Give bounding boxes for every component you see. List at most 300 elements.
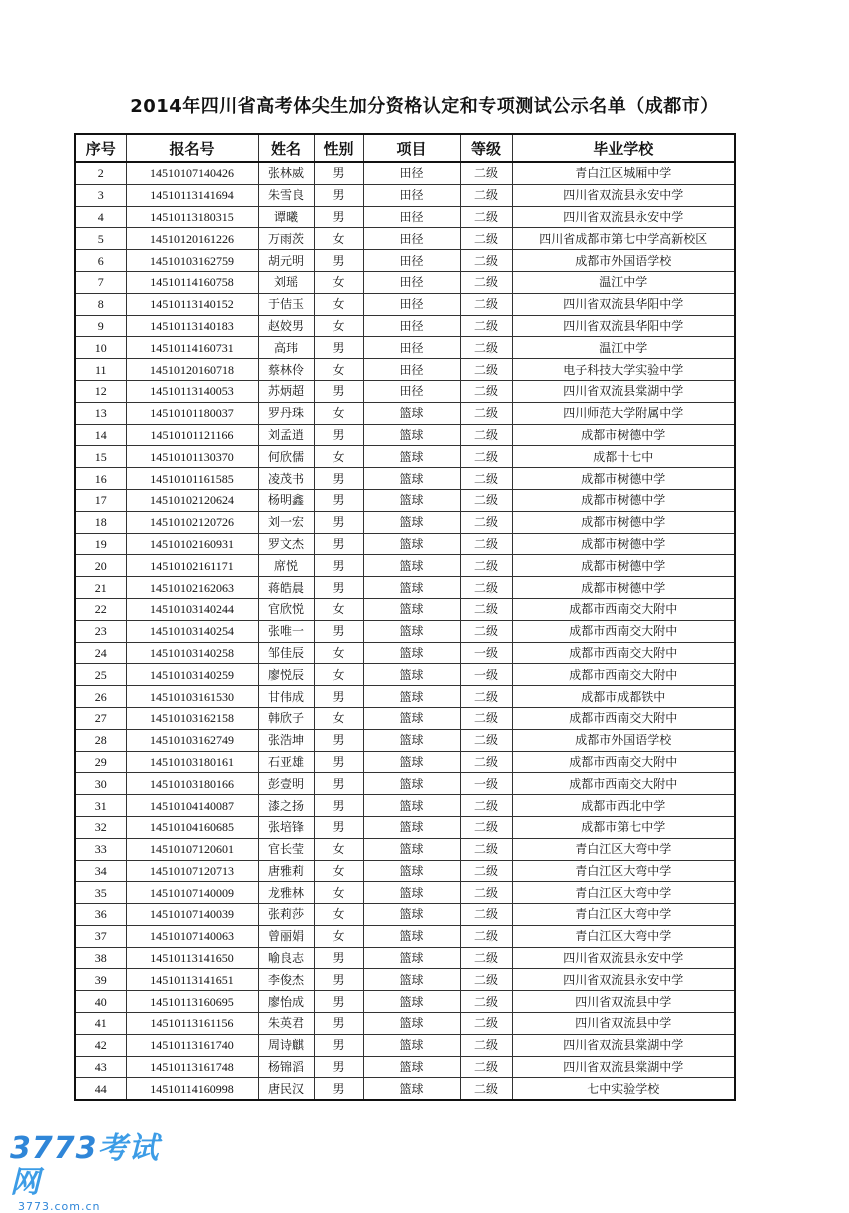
cell-school: 温江中学 xyxy=(512,271,735,293)
cell-level: 二级 xyxy=(460,838,512,860)
header-gender: 性别 xyxy=(314,134,363,162)
cell-name: 罗文杰 xyxy=(258,533,314,555)
cell-gender: 女 xyxy=(314,359,363,381)
cell-school: 成都市成都铁中 xyxy=(512,686,735,708)
cell-reg: 14510120160718 xyxy=(126,359,258,381)
cell-level: 二级 xyxy=(460,271,512,293)
cell-school: 成都市西南交大附中 xyxy=(512,620,735,642)
cell-school: 成都市西南交大附中 xyxy=(512,664,735,686)
cell-seq: 4 xyxy=(75,206,126,228)
cell-seq: 18 xyxy=(75,511,126,533)
cell-gender: 男 xyxy=(314,468,363,490)
cell-level: 二级 xyxy=(460,424,512,446)
cell-gender: 男 xyxy=(314,1056,363,1078)
cell-reg: 14510102120726 xyxy=(126,511,258,533)
cell-name: 谭曦 xyxy=(258,206,314,228)
cell-reg: 14510101121166 xyxy=(126,424,258,446)
cell-level: 二级 xyxy=(460,489,512,511)
cell-name: 廖怡成 xyxy=(258,991,314,1013)
cell-name: 曾丽娟 xyxy=(258,925,314,947)
cell-level: 二级 xyxy=(460,380,512,402)
cell-event: 篮球 xyxy=(363,707,460,729)
cell-level: 二级 xyxy=(460,925,512,947)
cell-level: 二级 xyxy=(460,969,512,991)
cell-reg: 14510114160758 xyxy=(126,271,258,293)
cell-seq: 5 xyxy=(75,228,126,250)
cell-level: 二级 xyxy=(460,1078,512,1100)
cell-gender: 男 xyxy=(314,533,363,555)
table-row xyxy=(75,904,735,926)
cell-reg: 14510107120601 xyxy=(126,838,258,860)
cell-event: 篮球 xyxy=(363,1034,460,1056)
cell-reg: 14510113160695 xyxy=(126,991,258,1013)
cell-school: 成都市西南交大附中 xyxy=(512,598,735,620)
cell-name: 高玮 xyxy=(258,337,314,359)
cell-school: 四川省双流县永安中学 xyxy=(512,184,735,206)
cell-name: 张林威 xyxy=(258,162,314,184)
logo-url: 3773.com.cn xyxy=(18,1200,101,1213)
cell-event: 田径 xyxy=(363,359,460,381)
header-school: 毕业学校 xyxy=(512,134,735,162)
cell-school: 四川省双流县永安中学 xyxy=(512,969,735,991)
cell-event: 篮球 xyxy=(363,511,460,533)
cell-seq: 17 xyxy=(75,489,126,511)
header-seq: 序号 xyxy=(75,134,126,162)
cell-name: 官长莹 xyxy=(258,838,314,860)
cell-event: 篮球 xyxy=(363,838,460,860)
table-row xyxy=(75,511,735,533)
cell-name: 蔡林伶 xyxy=(258,359,314,381)
cell-school: 七中实验学校 xyxy=(512,1078,735,1100)
cell-seq: 38 xyxy=(75,947,126,969)
cell-reg: 14510103140244 xyxy=(126,598,258,620)
table-row xyxy=(75,795,735,817)
table-row xyxy=(75,271,735,293)
table-row xyxy=(75,555,735,577)
cell-school: 四川省双流县棠湖中学 xyxy=(512,380,735,402)
cell-reg: 14510114160998 xyxy=(126,1078,258,1100)
table-row xyxy=(75,1056,735,1078)
cell-seq: 36 xyxy=(75,904,126,926)
table-row xyxy=(75,468,735,490)
cell-seq: 43 xyxy=(75,1056,126,1078)
cell-event: 篮球 xyxy=(363,991,460,1013)
cell-gender: 男 xyxy=(314,816,363,838)
cell-school: 成都市树德中学 xyxy=(512,489,735,511)
cell-seq: 7 xyxy=(75,271,126,293)
cell-event: 篮球 xyxy=(363,860,460,882)
cell-event: 篮球 xyxy=(363,468,460,490)
table-row xyxy=(75,206,735,228)
table-row xyxy=(75,664,735,686)
cell-level: 二级 xyxy=(460,162,512,184)
table-row xyxy=(75,947,735,969)
cell-reg: 14510107120713 xyxy=(126,860,258,882)
cell-seq: 14 xyxy=(75,424,126,446)
cell-reg: 14510113141651 xyxy=(126,969,258,991)
cell-reg: 14510101130370 xyxy=(126,446,258,468)
table-row xyxy=(75,598,735,620)
cell-name: 万雨茨 xyxy=(258,228,314,250)
cell-level: 二级 xyxy=(460,555,512,577)
cell-event: 篮球 xyxy=(363,598,460,620)
cell-reg: 14510107140426 xyxy=(126,162,258,184)
cell-seq: 34 xyxy=(75,860,126,882)
cell-level: 二级 xyxy=(460,1013,512,1035)
cell-school: 四川省双流县永安中学 xyxy=(512,947,735,969)
cell-event: 田径 xyxy=(363,271,460,293)
cell-level: 二级 xyxy=(460,1034,512,1056)
cell-name: 邹佳辰 xyxy=(258,642,314,664)
cell-seq: 2 xyxy=(75,162,126,184)
table-row xyxy=(75,228,735,250)
table-row xyxy=(75,838,735,860)
cell-reg: 14510107140039 xyxy=(126,904,258,926)
cell-name: 喻良志 xyxy=(258,947,314,969)
cell-school: 青白江区大弯中学 xyxy=(512,904,735,926)
cell-event: 篮球 xyxy=(363,751,460,773)
header-reg: 报名号 xyxy=(126,134,258,162)
cell-name: 张唯一 xyxy=(258,620,314,642)
cell-gender: 男 xyxy=(314,555,363,577)
cell-level: 二级 xyxy=(460,598,512,620)
table-row xyxy=(75,337,735,359)
cell-event: 篮球 xyxy=(363,925,460,947)
cell-gender: 女 xyxy=(314,642,363,664)
cell-event: 田径 xyxy=(363,228,460,250)
cell-gender: 男 xyxy=(314,1078,363,1100)
cell-event: 篮球 xyxy=(363,664,460,686)
cell-seq: 13 xyxy=(75,402,126,424)
cell-level: 二级 xyxy=(460,860,512,882)
table-row xyxy=(75,1034,735,1056)
cell-gender: 女 xyxy=(314,860,363,882)
cell-reg: 14510114160731 xyxy=(126,337,258,359)
cell-seq: 16 xyxy=(75,468,126,490)
cell-name: 廖悦辰 xyxy=(258,664,314,686)
cell-level: 二级 xyxy=(460,359,512,381)
cell-gender: 男 xyxy=(314,773,363,795)
cell-seq: 6 xyxy=(75,250,126,272)
cell-name: 李俊杰 xyxy=(258,969,314,991)
cell-gender: 男 xyxy=(314,162,363,184)
table-row xyxy=(75,424,735,446)
cell-seq: 28 xyxy=(75,729,126,751)
cell-event: 篮球 xyxy=(363,424,460,446)
header-level: 等级 xyxy=(460,134,512,162)
cell-event: 田径 xyxy=(363,250,460,272)
cell-reg: 14510113180315 xyxy=(126,206,258,228)
cell-gender: 女 xyxy=(314,925,363,947)
cell-seq: 11 xyxy=(75,359,126,381)
cell-gender: 男 xyxy=(314,729,363,751)
cell-reg: 14510107140063 xyxy=(126,925,258,947)
cell-level: 二级 xyxy=(460,620,512,642)
cell-name: 席悦 xyxy=(258,555,314,577)
cell-event: 篮球 xyxy=(363,969,460,991)
cell-seq: 39 xyxy=(75,969,126,991)
cell-seq: 33 xyxy=(75,838,126,860)
cell-gender: 男 xyxy=(314,620,363,642)
cell-event: 田径 xyxy=(363,206,460,228)
cell-seq: 37 xyxy=(75,925,126,947)
cell-reg: 14510113140152 xyxy=(126,293,258,315)
cell-seq: 30 xyxy=(75,773,126,795)
cell-school: 成都市树德中学 xyxy=(512,468,735,490)
cell-level: 二级 xyxy=(460,816,512,838)
cell-school: 成都市树德中学 xyxy=(512,424,735,446)
cell-reg: 14510102162063 xyxy=(126,577,258,599)
cell-level: 二级 xyxy=(460,402,512,424)
table-row xyxy=(75,969,735,991)
cell-level: 二级 xyxy=(460,228,512,250)
cell-gender: 男 xyxy=(314,1034,363,1056)
cell-gender: 女 xyxy=(314,838,363,860)
cell-school: 青白江区大弯中学 xyxy=(512,882,735,904)
cell-reg: 14510104160685 xyxy=(126,816,258,838)
cell-reg: 14510103140259 xyxy=(126,664,258,686)
cell-seq: 25 xyxy=(75,664,126,686)
cell-name: 龙雅林 xyxy=(258,882,314,904)
cell-reg: 14510102120624 xyxy=(126,489,258,511)
cell-school: 成都市树德中学 xyxy=(512,577,735,599)
cell-school: 青白江区大弯中学 xyxy=(512,925,735,947)
table-row xyxy=(75,577,735,599)
cell-level: 二级 xyxy=(460,293,512,315)
cell-gender: 女 xyxy=(314,664,363,686)
table-row xyxy=(75,1078,735,1100)
cell-level: 二级 xyxy=(460,250,512,272)
cell-event: 田径 xyxy=(363,380,460,402)
cell-event: 篮球 xyxy=(363,947,460,969)
cell-seq: 3 xyxy=(75,184,126,206)
cell-event: 篮球 xyxy=(363,882,460,904)
table-row xyxy=(75,162,735,184)
cell-gender: 男 xyxy=(314,947,363,969)
table-row xyxy=(75,1013,735,1035)
cell-event: 篮球 xyxy=(363,729,460,751)
cell-reg: 14510113141694 xyxy=(126,184,258,206)
cell-seq: 12 xyxy=(75,380,126,402)
cell-level: 二级 xyxy=(460,991,512,1013)
cell-reg: 14510103162749 xyxy=(126,729,258,751)
cell-reg: 14510120161226 xyxy=(126,228,258,250)
cell-seq: 19 xyxy=(75,533,126,555)
cell-seq: 32 xyxy=(75,816,126,838)
table-row xyxy=(75,642,735,664)
cell-name: 杨锦滔 xyxy=(258,1056,314,1078)
cell-school: 温江中学 xyxy=(512,337,735,359)
table-row xyxy=(75,446,735,468)
cell-name: 唐民汉 xyxy=(258,1078,314,1100)
cell-level: 一级 xyxy=(460,773,512,795)
roster-table xyxy=(74,133,736,1101)
cell-level: 二级 xyxy=(460,904,512,926)
cell-seq: 21 xyxy=(75,577,126,599)
cell-name: 苏炳超 xyxy=(258,380,314,402)
table-row xyxy=(75,686,735,708)
table-row xyxy=(75,380,735,402)
cell-level: 二级 xyxy=(460,468,512,490)
cell-level: 二级 xyxy=(460,751,512,773)
cell-seq: 31 xyxy=(75,795,126,817)
cell-level: 二级 xyxy=(460,533,512,555)
cell-event: 田径 xyxy=(363,315,460,337)
cell-gender: 男 xyxy=(314,184,363,206)
cell-seq: 15 xyxy=(75,446,126,468)
table-row xyxy=(75,751,735,773)
logo-number: 3773 xyxy=(10,1131,98,1166)
cell-seq: 10 xyxy=(75,337,126,359)
cell-level: 二级 xyxy=(460,947,512,969)
cell-event: 篮球 xyxy=(363,816,460,838)
cell-school: 青白江区大弯中学 xyxy=(512,838,735,860)
cell-gender: 男 xyxy=(314,511,363,533)
table-row xyxy=(75,882,735,904)
table-row xyxy=(75,729,735,751)
cell-gender: 男 xyxy=(314,424,363,446)
cell-level: 二级 xyxy=(460,446,512,468)
cell-reg: 14510104140087 xyxy=(126,795,258,817)
cell-reg: 14510107140009 xyxy=(126,882,258,904)
cell-school: 成都市西南交大附中 xyxy=(512,751,735,773)
cell-name: 彭壹明 xyxy=(258,773,314,795)
cell-school: 成都市西南交大附中 xyxy=(512,707,735,729)
cell-gender: 男 xyxy=(314,795,363,817)
cell-level: 二级 xyxy=(460,729,512,751)
cell-reg: 14510113141650 xyxy=(126,947,258,969)
cell-school: 电子科技大学实验中学 xyxy=(512,359,735,381)
cell-name: 罗丹珠 xyxy=(258,402,314,424)
cell-school: 青白江区城厢中学 xyxy=(512,162,735,184)
cell-name: 何欣儒 xyxy=(258,446,314,468)
cell-event: 田径 xyxy=(363,184,460,206)
cell-event: 篮球 xyxy=(363,1078,460,1100)
cell-event: 篮球 xyxy=(363,620,460,642)
cell-seq: 26 xyxy=(75,686,126,708)
cell-gender: 男 xyxy=(314,489,363,511)
cell-event: 田径 xyxy=(363,293,460,315)
table-row xyxy=(75,707,735,729)
cell-reg: 14510103162158 xyxy=(126,707,258,729)
table-row xyxy=(75,489,735,511)
cell-seq: 22 xyxy=(75,598,126,620)
cell-reg: 14510113161748 xyxy=(126,1056,258,1078)
cell-event: 篮球 xyxy=(363,773,460,795)
cell-school: 成都市树德中学 xyxy=(512,511,735,533)
cell-gender: 男 xyxy=(314,337,363,359)
cell-name: 凌茂书 xyxy=(258,468,314,490)
cell-level: 二级 xyxy=(460,795,512,817)
cell-gender: 男 xyxy=(314,380,363,402)
header-name: 姓名 xyxy=(258,134,314,162)
cell-school: 成都十七中 xyxy=(512,446,735,468)
cell-seq: 8 xyxy=(75,293,126,315)
cell-reg: 14510113161740 xyxy=(126,1034,258,1056)
cell-reg: 14510113140183 xyxy=(126,315,258,337)
cell-name: 蒋皓晨 xyxy=(258,577,314,599)
cell-gender: 男 xyxy=(314,577,363,599)
table-row xyxy=(75,250,735,272)
cell-gender: 男 xyxy=(314,206,363,228)
cell-event: 篮球 xyxy=(363,795,460,817)
cell-level: 二级 xyxy=(460,315,512,337)
cell-gender: 男 xyxy=(314,751,363,773)
cell-event: 篮球 xyxy=(363,1056,460,1078)
cell-school: 成都市外国语学校 xyxy=(512,250,735,272)
cell-name: 刘瑶 xyxy=(258,271,314,293)
table-body xyxy=(75,162,735,1100)
cell-event: 篮球 xyxy=(363,489,460,511)
cell-reg: 14510103180166 xyxy=(126,773,258,795)
table-row xyxy=(75,184,735,206)
cell-school: 四川省双流县中学 xyxy=(512,991,735,1013)
cell-event: 田径 xyxy=(363,162,460,184)
cell-name: 周诗麒 xyxy=(258,1034,314,1056)
cell-school: 成都市树德中学 xyxy=(512,555,735,577)
cell-school: 四川省双流县华阳中学 xyxy=(512,315,735,337)
cell-seq: 29 xyxy=(75,751,126,773)
cell-seq: 24 xyxy=(75,642,126,664)
cell-reg: 14510101161585 xyxy=(126,468,258,490)
cell-school: 四川省双流县中学 xyxy=(512,1013,735,1035)
cell-name: 张莉莎 xyxy=(258,904,314,926)
cell-name: 甘伟成 xyxy=(258,686,314,708)
site-logo xyxy=(10,1131,190,1213)
cell-reg: 14510103162759 xyxy=(126,250,258,272)
table-row xyxy=(75,991,735,1013)
table-row xyxy=(75,620,735,642)
cell-level: 一级 xyxy=(460,642,512,664)
cell-gender: 男 xyxy=(314,686,363,708)
cell-name: 于佶玉 xyxy=(258,293,314,315)
table-row xyxy=(75,359,735,381)
cell-reg: 14510113161156 xyxy=(126,1013,258,1035)
cell-name: 朱英君 xyxy=(258,1013,314,1035)
table-row xyxy=(75,533,735,555)
cell-seq: 40 xyxy=(75,991,126,1013)
header-event: 项目 xyxy=(363,134,460,162)
cell-reg: 14510101180037 xyxy=(126,402,258,424)
cell-reg: 14510103140254 xyxy=(126,620,258,642)
cell-event: 田径 xyxy=(363,337,460,359)
cell-gender: 女 xyxy=(314,446,363,468)
cell-gender: 女 xyxy=(314,315,363,337)
cell-reg: 14510113140053 xyxy=(126,380,258,402)
cell-name: 刘一宏 xyxy=(258,511,314,533)
cell-name: 唐雅莉 xyxy=(258,860,314,882)
cell-name: 张培锋 xyxy=(258,816,314,838)
cell-event: 篮球 xyxy=(363,904,460,926)
cell-name: 漆之扬 xyxy=(258,795,314,817)
cell-school: 成都市西南交大附中 xyxy=(512,642,735,664)
cell-gender: 男 xyxy=(314,250,363,272)
cell-event: 篮球 xyxy=(363,446,460,468)
cell-school: 四川省双流县华阳中学 xyxy=(512,293,735,315)
cell-reg: 14510103180161 xyxy=(126,751,258,773)
cell-level: 二级 xyxy=(460,707,512,729)
cell-reg: 14510102160931 xyxy=(126,533,258,555)
cell-name: 朱雪良 xyxy=(258,184,314,206)
page-title: 2014年四川省高考体尖生加分资格认定和专项测试公示名单（成都市） xyxy=(130,96,719,117)
cell-name: 张浩坤 xyxy=(258,729,314,751)
table-row xyxy=(75,773,735,795)
cell-school: 成都市西北中学 xyxy=(512,795,735,817)
cell-level: 二级 xyxy=(460,1056,512,1078)
cell-school: 四川省双流县棠湖中学 xyxy=(512,1034,735,1056)
cell-school: 四川省双流县棠湖中学 xyxy=(512,1056,735,1078)
cell-event: 篮球 xyxy=(363,686,460,708)
